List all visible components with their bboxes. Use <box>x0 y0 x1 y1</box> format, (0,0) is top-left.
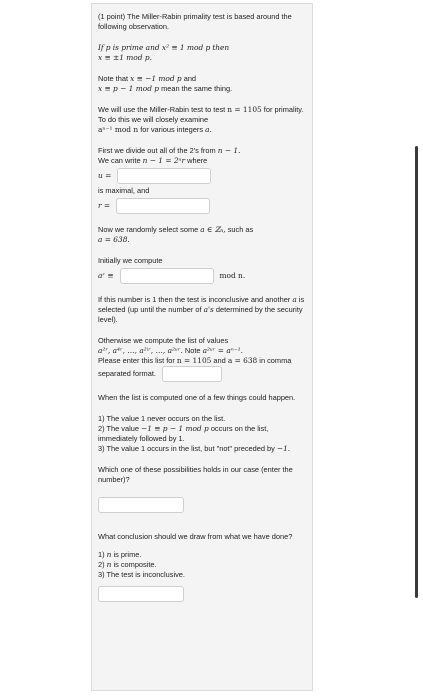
conclusion-2 <box>98 560 306 570</box>
divide-math-1: n − 1. <box>217 146 241 155</box>
list-and: and <box>213 356 226 365</box>
test-setup-paragraph <box>98 105 306 135</box>
divide-text-1: First we divide out all of the 2's from <box>98 146 216 155</box>
setup-text-1: We will use the Miller-Rabin test to test <box>98 105 226 114</box>
setup-text-3: for various integers <box>140 125 204 134</box>
question-2-text: What conclusion should we draw from what we have done? <box>98 532 293 541</box>
list-text-2: Please enter this list for <box>98 356 175 365</box>
select-paragraph <box>98 225 306 245</box>
question-content <box>98 12 306 613</box>
conclusion-1 <box>98 550 306 560</box>
divide-math-2: n − 1 = 2ᵘr <box>142 156 186 165</box>
options-list <box>98 414 306 454</box>
note-and: and <box>183 74 197 83</box>
conclusion-1-prefix: 1) <box>98 550 105 559</box>
select-math-2: a = 638. <box>98 235 130 244</box>
select-text: Now we randomly select some <box>98 225 199 234</box>
setup-n-math: n = 1105 <box>227 105 262 114</box>
select-text-2: such as <box>227 225 254 234</box>
conclusion-2-suffix: is composite. <box>113 560 157 569</box>
inconclusive-as: a's <box>203 305 214 314</box>
list-text-1: Otherwise we compute the list of values <box>98 336 229 345</box>
note-math-2: x ≡ p − 1 mod p <box>98 84 160 93</box>
inconclusive-text-3: determined by the security level). <box>98 305 303 324</box>
r-label: r = <box>98 201 111 210</box>
note-prefix: Note that <box>98 74 128 83</box>
observation-math-1: p is prime and x² ≡ 1 mod p <box>105 43 211 52</box>
conclusion-1-math: n <box>106 550 112 559</box>
divide-paragraph <box>98 146 306 214</box>
question-2-input[interactable] <box>98 586 184 602</box>
observation-if: If <box>98 43 104 52</box>
u-label: u = <box>98 171 112 180</box>
divide-text-2: We can write <box>98 156 141 165</box>
question-panel <box>91 3 313 691</box>
list-sequence-math: a²ʳ, a⁴ʳ, …, a²ⁱʳ, …, a²ᵘʳ. <box>98 346 183 355</box>
inconclusive-text-2: is selected (up until the number of <box>98 295 305 314</box>
list-paragraph <box>98 336 306 382</box>
list-input[interactable] <box>162 366 222 382</box>
option-1: 1) The value 1 never occurs on the list. <box>98 414 226 423</box>
r-row <box>98 198 306 214</box>
setup-a-math: a. <box>205 125 212 134</box>
scrollbar[interactable] <box>415 146 418 598</box>
option-3-prefix: 3) The value 1 occurs in the list, but "not" preceded by <box>98 444 275 453</box>
things-paragraph <box>98 393 306 403</box>
list-n-math: n = 1105 <box>176 356 212 365</box>
question-2 <box>98 532 306 602</box>
maximal-text: is maximal, and <box>98 186 150 195</box>
option-3-math: −1. <box>276 444 291 453</box>
question-1 <box>98 465 306 513</box>
option-2-suffix: occurs on the list, immediately followed by 1. <box>98 424 269 443</box>
setup-expr-math: aⁿ⁻¹ mod n <box>98 125 139 134</box>
ar-label: aʳ ≡ <box>98 271 114 280</box>
note-math-1: x ≡ −1 mod p <box>130 74 182 83</box>
note-paragraph <box>98 74 306 94</box>
list-text-3: in comma separated format. <box>98 356 292 378</box>
inconclusive-a: a <box>292 295 297 304</box>
ar-input[interactable] <box>120 268 214 284</box>
list-a-math: a = 638 <box>227 356 258 365</box>
inconclusive-text-1: If this number is 1 then the test is inconclusive and another <box>98 295 291 304</box>
ar-mod-label: mod n. <box>219 271 246 280</box>
things-text: When the list is computed one of a few things could happen. <box>98 393 296 402</box>
compute-paragraph <box>98 256 306 284</box>
observation-statement <box>98 43 306 63</box>
conclusion-2-math: n <box>106 560 112 569</box>
inconclusive-paragraph <box>98 295 306 325</box>
note-suffix: mean the same thing. <box>161 84 233 93</box>
observation-math-2: x ≡ ±1 mod p. <box>98 53 152 62</box>
u-row <box>98 168 306 184</box>
setup-text-2: for primality. To do this we will closely examine <box>98 105 304 124</box>
question-1-input[interactable] <box>98 497 184 513</box>
option-2-prefix: 2) The value <box>98 424 139 433</box>
conclusion-3: 3) The test is inconclusive. <box>98 570 185 579</box>
intro-paragraph <box>98 12 306 32</box>
ar-row <box>98 268 306 284</box>
conclusion-2-prefix: 2) <box>98 560 105 569</box>
u-input[interactable] <box>117 168 211 184</box>
select-math-1: a ∈ ℤₙ, <box>200 225 226 234</box>
observation-then: then <box>212 43 230 52</box>
list-note-math: a²ᵘʳ = aⁿ⁻¹. <box>202 346 243 355</box>
points-label: (1 point) <box>98 12 126 21</box>
option-2-math: −1 ≡ p − 1 mod p <box>141 424 209 433</box>
r-input[interactable] <box>116 198 210 214</box>
list-note-text: Note <box>184 346 201 355</box>
option-3 <box>98 444 306 454</box>
compute-text: Initially we compute <box>98 256 163 265</box>
option-2 <box>98 424 306 444</box>
conclusion-1-suffix: is prime. <box>113 550 142 559</box>
divide-text-3: where <box>187 156 208 165</box>
intro-text: The Miller-Rabin primality test is based around the following observation. <box>98 12 292 31</box>
question-1-text: Which one of these possibilities holds in our case (enter the number)? <box>98 465 293 484</box>
